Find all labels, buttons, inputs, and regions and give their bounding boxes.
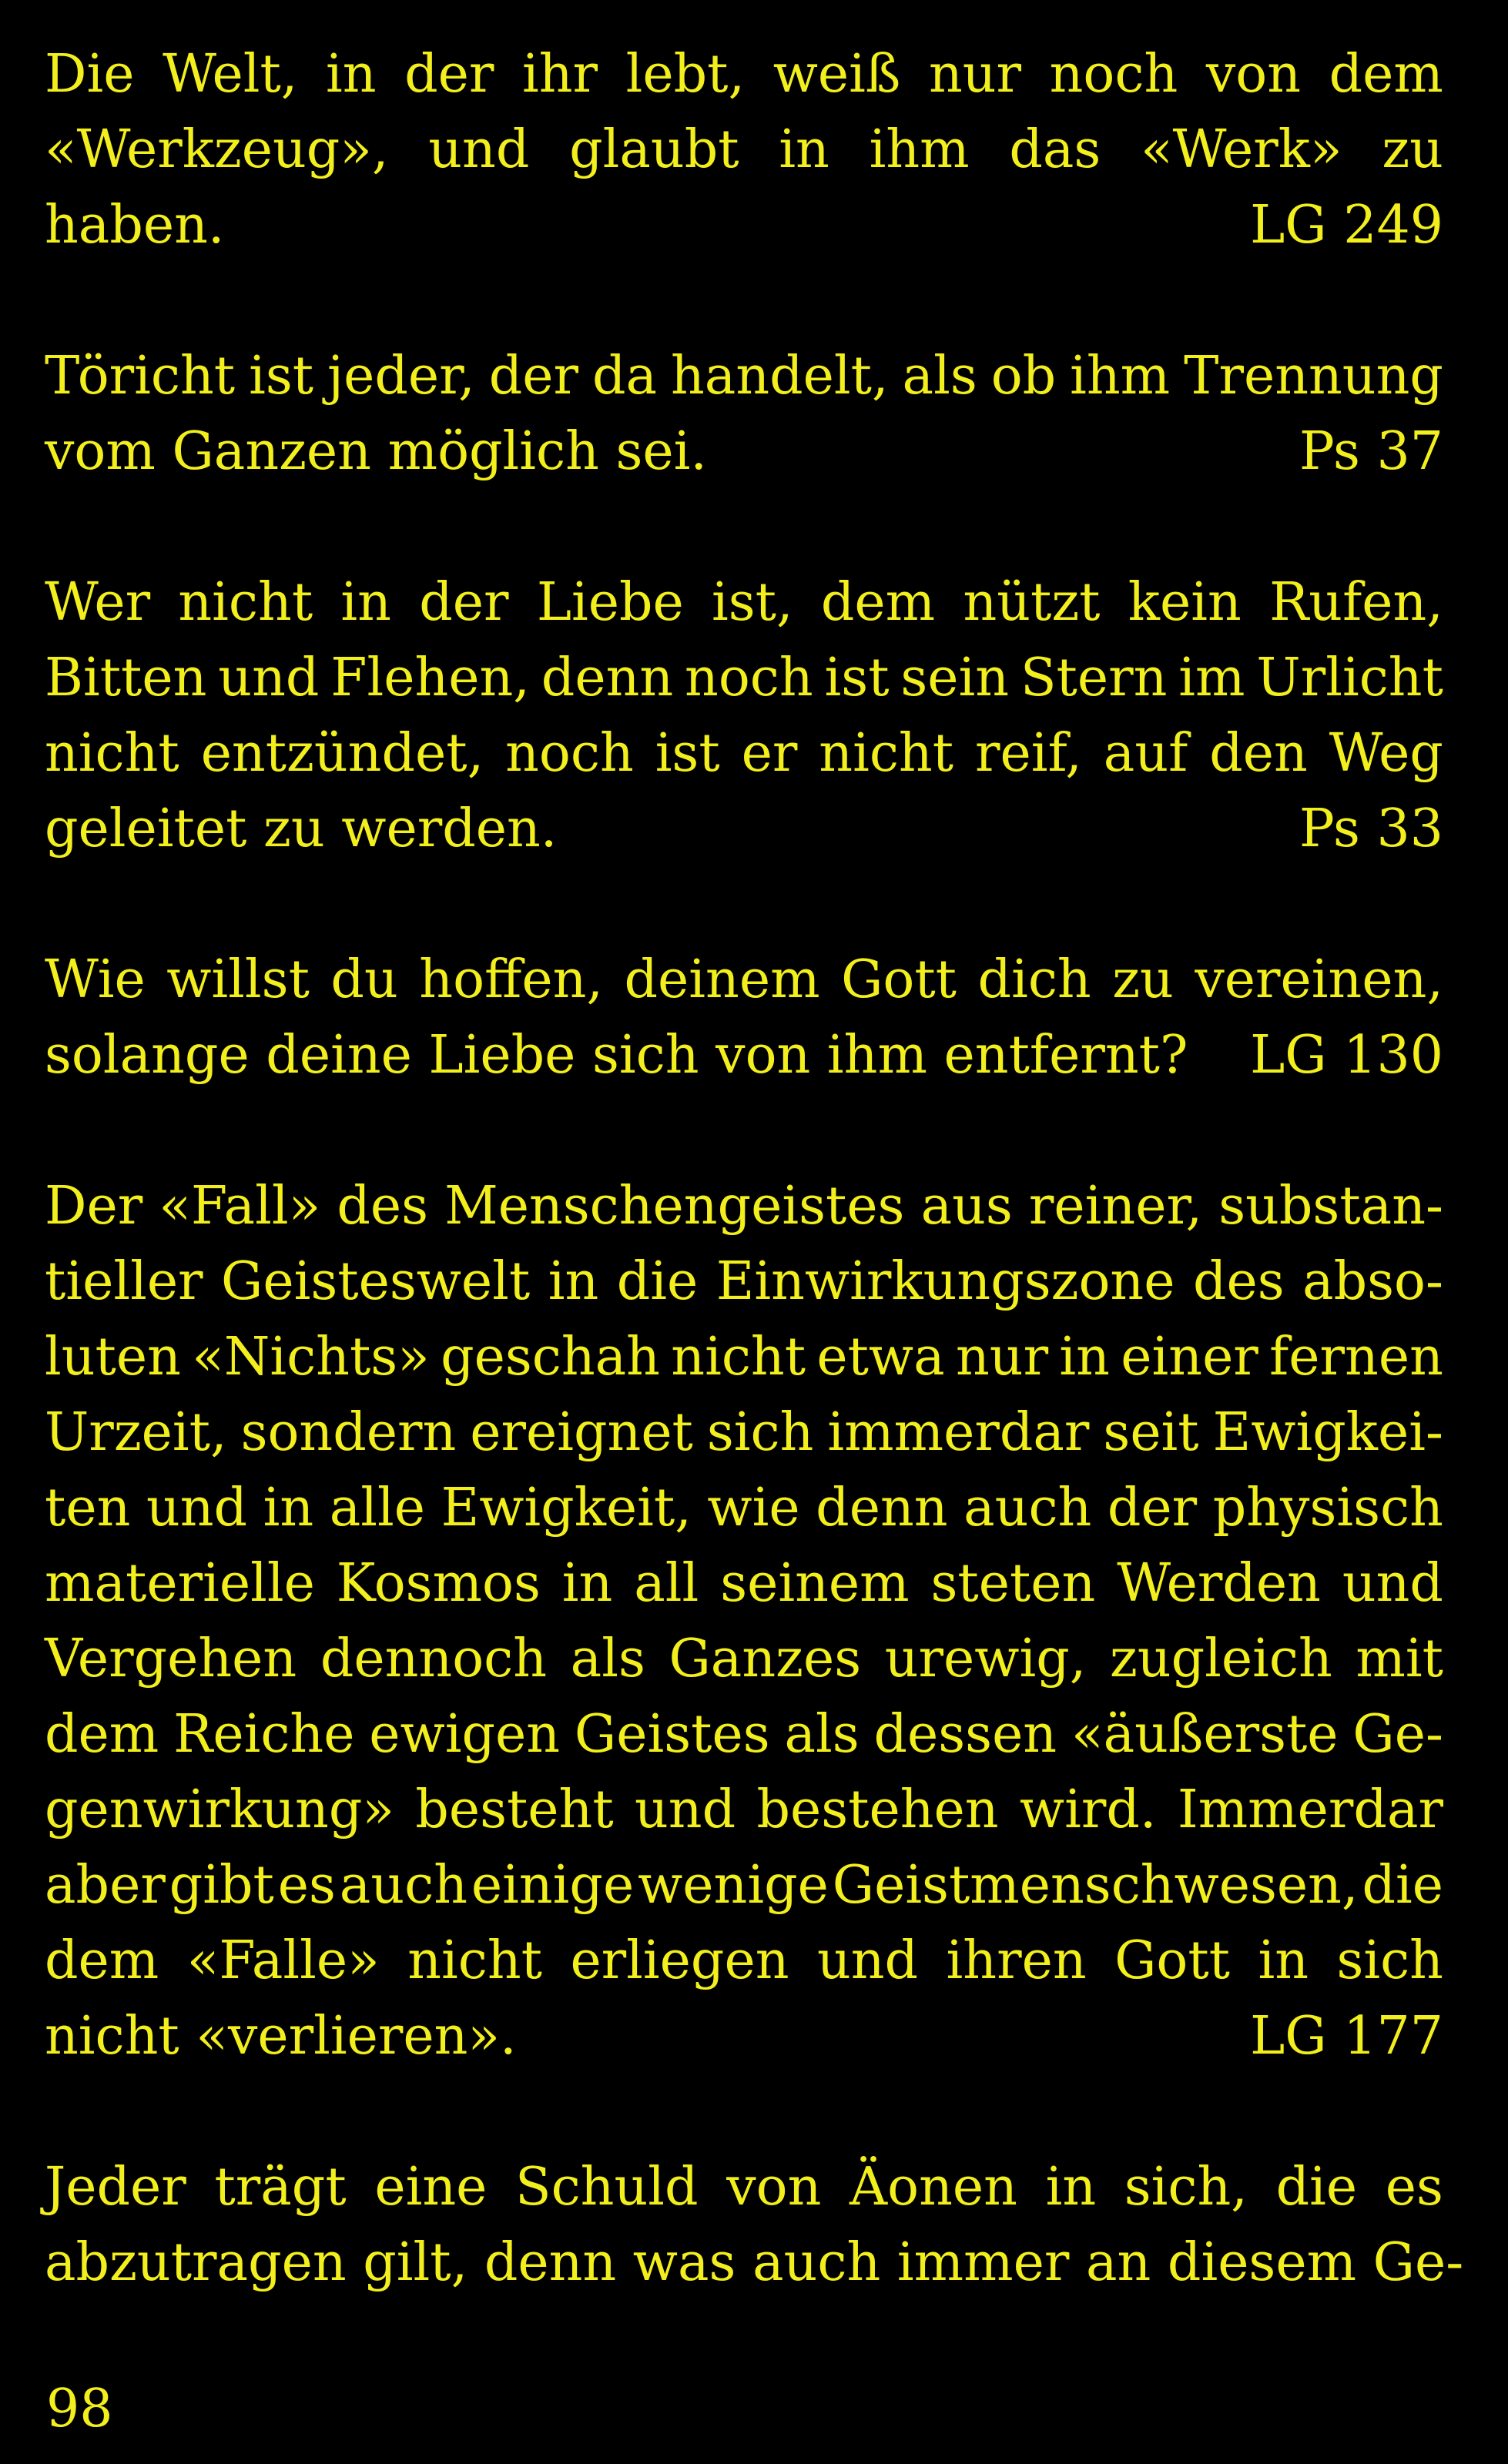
word: wie — [707, 1478, 800, 1538]
line-text: solange deine Liebe sich von ihm entfernt? — [45, 1025, 1188, 1086]
word: urewig, — [884, 1629, 1087, 1689]
word: sich, — [1124, 2157, 1248, 2218]
word: erliegen — [570, 1930, 789, 1991]
word: geschah — [441, 1327, 660, 1388]
word: Geistmenschwesen, — [832, 1855, 1359, 1916]
paragraph-gap — [45, 490, 1443, 565]
text-line — [45, 2225, 1464, 2301]
word: einer — [1121, 1327, 1258, 1388]
word: den — [1209, 723, 1308, 784]
paragraph — [45, 942, 1443, 1093]
text-line — [45, 1320, 1443, 1395]
word: Urlicht — [1256, 648, 1443, 708]
text-line — [45, 1848, 1443, 1923]
word: Kosmos — [336, 1553, 541, 1614]
word: Wie — [45, 949, 146, 1010]
word: «Werkzeug», — [45, 119, 389, 180]
word: gibt — [169, 1855, 274, 1916]
paragraph — [45, 339, 1443, 490]
word: und — [146, 1478, 248, 1538]
text-line — [45, 641, 1443, 716]
text-line — [45, 339, 1443, 414]
word: genwirkung» — [45, 1779, 394, 1840]
word: ist — [824, 648, 890, 708]
word: aus — [920, 1176, 1013, 1237]
word: ereignet — [470, 1402, 693, 1463]
word: substan- — [1218, 1176, 1443, 1237]
word: «Falle» — [186, 1930, 380, 1991]
word: in — [340, 572, 391, 633]
text-line — [45, 1169, 1443, 1244]
line-text: geleitet zu werden. — [45, 798, 558, 859]
word: als — [784, 1704, 860, 1765]
paragraph-gap — [45, 263, 1443, 339]
word: des — [337, 1176, 428, 1237]
word: Stern — [1020, 648, 1168, 708]
word: auf — [1103, 723, 1188, 784]
word: ten — [45, 1478, 131, 1538]
text-line — [45, 1471, 1443, 1546]
word: nicht — [671, 1327, 806, 1388]
word: Reiche — [173, 1704, 355, 1765]
word: in — [325, 44, 377, 105]
word: zugleich — [1109, 1629, 1332, 1689]
word: besteht — [415, 1779, 614, 1840]
paragraph — [45, 1169, 1443, 2074]
text-line — [45, 414, 1443, 490]
text-line — [45, 1622, 1443, 1697]
word: Gott — [841, 949, 957, 1010]
text-line — [45, 188, 1443, 263]
paragraph — [45, 2150, 1464, 2301]
word: sein — [900, 648, 1010, 708]
word: es — [277, 1855, 336, 1916]
word: abso- — [1302, 1251, 1443, 1312]
word: ihren — [946, 1930, 1087, 1991]
paragraph-gap — [45, 2074, 1443, 2150]
word: dem — [45, 1930, 159, 1991]
word: da — [591, 346, 658, 407]
word: einige — [471, 1855, 635, 1916]
word: seit — [1103, 1402, 1199, 1463]
word: Ewigkei- — [1212, 1402, 1443, 1463]
word: materielle — [45, 1553, 315, 1614]
word: reif, — [974, 723, 1082, 784]
word: Ge- — [1352, 1704, 1443, 1765]
word: Flehen, — [330, 648, 530, 708]
source-reference: LG 249 — [1250, 195, 1443, 256]
word: «Nichts» — [192, 1327, 430, 1388]
word: etwa — [816, 1327, 945, 1388]
word: Der — [45, 1176, 143, 1237]
word: in — [561, 1553, 613, 1614]
text-line — [45, 716, 1443, 792]
word: Ewigkeit, — [441, 1478, 692, 1538]
word: auch — [963, 1478, 1092, 1538]
word: denn — [816, 1478, 948, 1538]
paragraph — [45, 565, 1443, 867]
word: Schuld — [515, 2157, 699, 2218]
text-line — [45, 1546, 1443, 1622]
word: Weg — [1329, 723, 1443, 784]
word: die — [1275, 2157, 1358, 2218]
word: willst — [166, 949, 310, 1010]
word: steten — [930, 1553, 1096, 1614]
word: auch — [339, 1855, 467, 1916]
source-reference: Ps 37 — [1299, 421, 1443, 482]
word: «Werk» — [1141, 119, 1342, 180]
word: und — [816, 1930, 919, 1991]
source-reference: LG 130 — [1250, 1025, 1443, 1086]
text-line — [45, 942, 1443, 1018]
text-line — [45, 2150, 1443, 2225]
word: der — [404, 44, 494, 105]
word: «äußerste — [1071, 1704, 1339, 1765]
word: du — [330, 949, 398, 1010]
text-line — [45, 1697, 1443, 1773]
word: kein — [1128, 572, 1242, 633]
word: Wer — [45, 572, 151, 633]
word: ist, — [712, 572, 793, 633]
word: ihm — [1070, 346, 1171, 407]
word: eine — [374, 2157, 488, 2218]
word: handelt, — [671, 346, 889, 407]
word: dennoch — [320, 1629, 548, 1689]
word: dem — [45, 1704, 159, 1765]
word: zu — [1382, 119, 1443, 180]
word: nur — [928, 44, 1022, 105]
page-number: 98 — [46, 2379, 113, 2439]
text-line — [45, 792, 1443, 867]
word: bestehen — [756, 1779, 999, 1840]
word: Rufen, — [1269, 572, 1443, 633]
word: nur — [956, 1327, 1049, 1388]
word: Menschengeistes — [444, 1176, 905, 1237]
word: ist — [655, 723, 720, 784]
word: noch — [685, 648, 813, 708]
word: Ganzes — [669, 1629, 862, 1689]
word: Gott — [1114, 1930, 1230, 1991]
word: Bitten — [45, 648, 207, 708]
word: ist — [249, 346, 314, 407]
line-text: haben. — [45, 195, 225, 256]
word: und — [1342, 1553, 1443, 1614]
word: alle — [329, 1478, 426, 1538]
text-line — [45, 1773, 1443, 1848]
word: Vergehen — [45, 1629, 297, 1689]
word: ewigen — [369, 1704, 561, 1765]
word: ihm — [869, 119, 970, 180]
word: und — [428, 119, 530, 180]
text-line — [45, 1395, 1443, 1471]
word: Werden — [1117, 1553, 1321, 1614]
word: Liebe — [536, 572, 684, 633]
word: nicht — [178, 572, 313, 633]
word: lebt, — [625, 44, 746, 105]
word: weiß — [772, 44, 901, 105]
word: von — [726, 2157, 822, 2218]
word: in — [1045, 2157, 1097, 2218]
word: der — [419, 572, 509, 633]
book-page — [45, 37, 1464, 2301]
word: noch — [1049, 44, 1178, 105]
word: und — [218, 648, 320, 708]
word: in — [1258, 1930, 1309, 1991]
word: Geistes — [574, 1704, 770, 1765]
word: von — [1205, 44, 1302, 105]
word: sich — [1336, 1930, 1443, 1991]
word: dich — [977, 949, 1091, 1010]
word: Jeder — [45, 2157, 186, 2218]
word: dem — [820, 572, 936, 633]
line-text: nicht «verlieren». — [45, 2006, 517, 2067]
word: Welt, — [163, 44, 298, 105]
word: dem — [1329, 44, 1443, 105]
word: immerdar — [827, 1402, 1090, 1463]
word: nützt — [963, 572, 1101, 633]
word: all — [634, 1553, 699, 1614]
word: glaubt — [569, 119, 739, 180]
text-line — [45, 37, 1443, 112]
text-line — [45, 1018, 1443, 1093]
word: der — [1107, 1478, 1198, 1538]
text-line — [45, 565, 1443, 641]
word: der — [488, 346, 579, 407]
word: seinem — [720, 1553, 910, 1614]
paragraph-gap — [45, 1093, 1443, 1169]
word: ihr — [522, 44, 598, 105]
word: nicht — [45, 723, 179, 784]
word: deinem — [624, 949, 820, 1010]
word: nicht — [407, 1930, 542, 1991]
word: aber — [45, 1855, 166, 1916]
word: trägt — [214, 2157, 347, 2218]
word: in — [779, 119, 829, 180]
word: des — [1192, 1251, 1285, 1312]
text-line — [45, 1923, 1443, 1999]
word: wird. — [1019, 1779, 1157, 1840]
line-text: abzutragen gilt, denn was auch immer an diesem Ge- — [45, 2232, 1464, 2293]
source-reference: Ps 33 — [1299, 798, 1443, 859]
word: reiner, — [1028, 1176, 1203, 1237]
word: Äonen — [850, 2157, 1017, 2218]
text-line — [45, 1999, 1443, 2074]
word: als — [902, 346, 977, 407]
word: sich — [706, 1402, 814, 1463]
word: in — [1059, 1327, 1110, 1388]
word: es — [1385, 2157, 1443, 2218]
word: «Fall» — [159, 1176, 321, 1237]
word: in — [263, 1478, 314, 1538]
word: denn — [541, 648, 674, 708]
word: wenige — [638, 1855, 829, 1916]
word: luten — [45, 1327, 181, 1388]
word: Trennung — [1184, 346, 1443, 407]
word: mit — [1356, 1629, 1443, 1689]
word: noch — [505, 723, 634, 784]
word: sondern — [240, 1402, 457, 1463]
word: Töricht — [45, 346, 236, 407]
word: als — [570, 1629, 645, 1689]
word: Einwirkungszone — [715, 1251, 1175, 1312]
word: zu — [1112, 949, 1174, 1010]
word: Urzeit, — [45, 1402, 227, 1463]
text-line — [45, 112, 1443, 188]
paragraph-gap — [45, 867, 1443, 942]
word: ob — [990, 346, 1057, 407]
word: tieller — [45, 1251, 203, 1312]
word: in — [548, 1251, 599, 1312]
word: entzündet, — [200, 723, 484, 784]
word: fernen — [1269, 1327, 1443, 1388]
word: dessen — [873, 1704, 1057, 1765]
line-text: vom Ganzen möglich sei. — [45, 421, 708, 482]
text-line — [45, 1244, 1443, 1320]
word: vereinen, — [1195, 949, 1443, 1010]
word: Geisteswelt — [221, 1251, 531, 1312]
word: Die — [45, 44, 135, 105]
word: er — [741, 723, 798, 784]
word: nicht — [819, 723, 954, 784]
word: die — [1362, 1855, 1443, 1916]
word: physisch — [1212, 1478, 1443, 1538]
source-reference: LG 177 — [1250, 2006, 1443, 2067]
word: die — [616, 1251, 699, 1312]
word: das — [1009, 119, 1101, 180]
paragraph — [45, 37, 1443, 263]
word: jeder, — [327, 346, 475, 407]
word: und — [635, 1779, 736, 1840]
word: hoffen, — [419, 949, 603, 1010]
word: Immerdar — [1177, 1779, 1443, 1840]
word: im — [1178, 648, 1245, 708]
